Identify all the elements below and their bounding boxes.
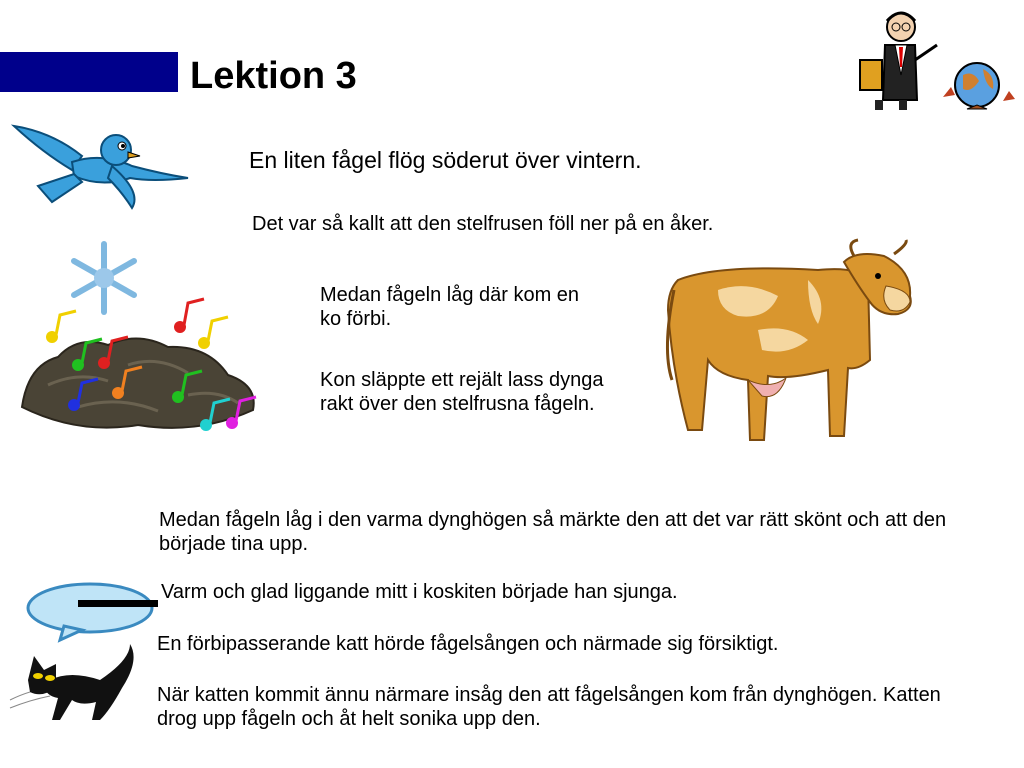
- story-paragraph-2: Det var så kallt att den stelfrusen föll ner på en åker.: [252, 213, 714, 235]
- story-paragraph-8: När katten kommit ännu närmare insåg den att fågelsången kom från dynghögen. Katten drog upp fågeln och åt helt sonika upp den.: [157, 684, 941, 730]
- dung-heap-with-music-notes-illustration: [18, 295, 268, 440]
- black-cat-illustration: [0, 640, 150, 730]
- story-paragraph-5: Medan fågeln låg i den varma dynghögen så märkte den att det var rätt skönt och att den började tina upp.: [159, 509, 947, 555]
- teacher-with-globe-illustration: [855, 5, 1020, 115]
- flying-bird-illustration: [12, 122, 192, 210]
- story-paragraph-3: Medan fågeln låg där kom en ko förbi.: [320, 284, 580, 330]
- story-paragraph-1: En liten fågel flög söderut över vintern.: [249, 147, 642, 173]
- story-paragraph-4: Kon släppte ett rejält lass dynga rakt över den stelfrusna fågeln.: [320, 369, 604, 415]
- cow-illustration: [658, 240, 920, 458]
- story-paragraph-7: En förbipasserande katt hörde fågelsången och närmade sig försiktigt.: [157, 633, 779, 655]
- title-accent-bar: [0, 52, 178, 92]
- speech-bubble-illustration: [24, 580, 160, 642]
- slide-title: Lektion 3: [190, 55, 357, 97]
- story-paragraph-6: Varm och glad liggande mitt i koskiten började han sjunga.: [161, 581, 678, 603]
